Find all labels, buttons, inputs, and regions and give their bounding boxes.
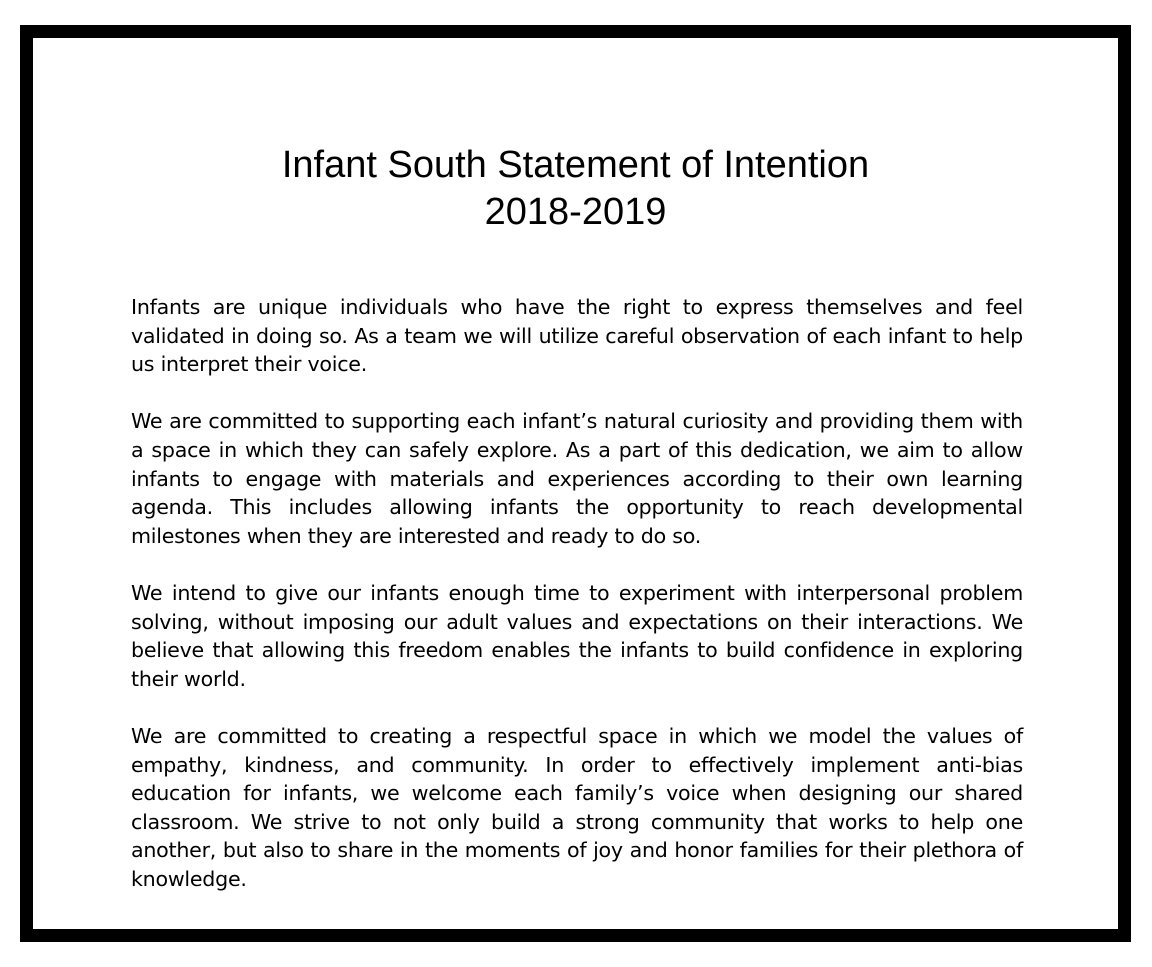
paragraph-1: Infants are unique individuals who have the right to express themselves and feel validated in doing so. As a team we will utilize careful observation of each infant to help us interpret their voice.: [131, 295, 1023, 377]
document-body: [131, 293, 1023, 893]
document-frame: [20, 25, 1131, 942]
document-title: [33, 142, 1118, 236]
title-line-2: 2018-2019: [484, 191, 667, 233]
paragraph-3: We intend to give our infants enough time to experiment with interpersonal problem solving, without imposing our adult values and expectations on their interactions. We believe that allowing this freedom enables the infants to build confidence in exploring their world.: [131, 580, 1023, 691]
title-line-1: Infant South Statement of Intention: [281, 144, 870, 186]
paragraph-4: We are committed to creating a respectful space in which we model the values of empathy, kindness, and community. In order to effectively implement anti-bias education for infants, we welcome each family’s voice when designing our shared classroom. We strive to not only build a strong community that works to help one another, but also to share in the moments of joy and honor families for their plethora of knowledge.: [131, 723, 1023, 891]
paragraph-2: We are committed to supporting each infant’s natural curiosity and providing them with a space in which they can safely explore. As a part of this dedication, we aim to allow infants to engage with materials and experiences according to their own learning agenda. This includes allowing infants the opportunity to reach developmental milestones when they are interested and ready to do so.: [131, 409, 1023, 548]
